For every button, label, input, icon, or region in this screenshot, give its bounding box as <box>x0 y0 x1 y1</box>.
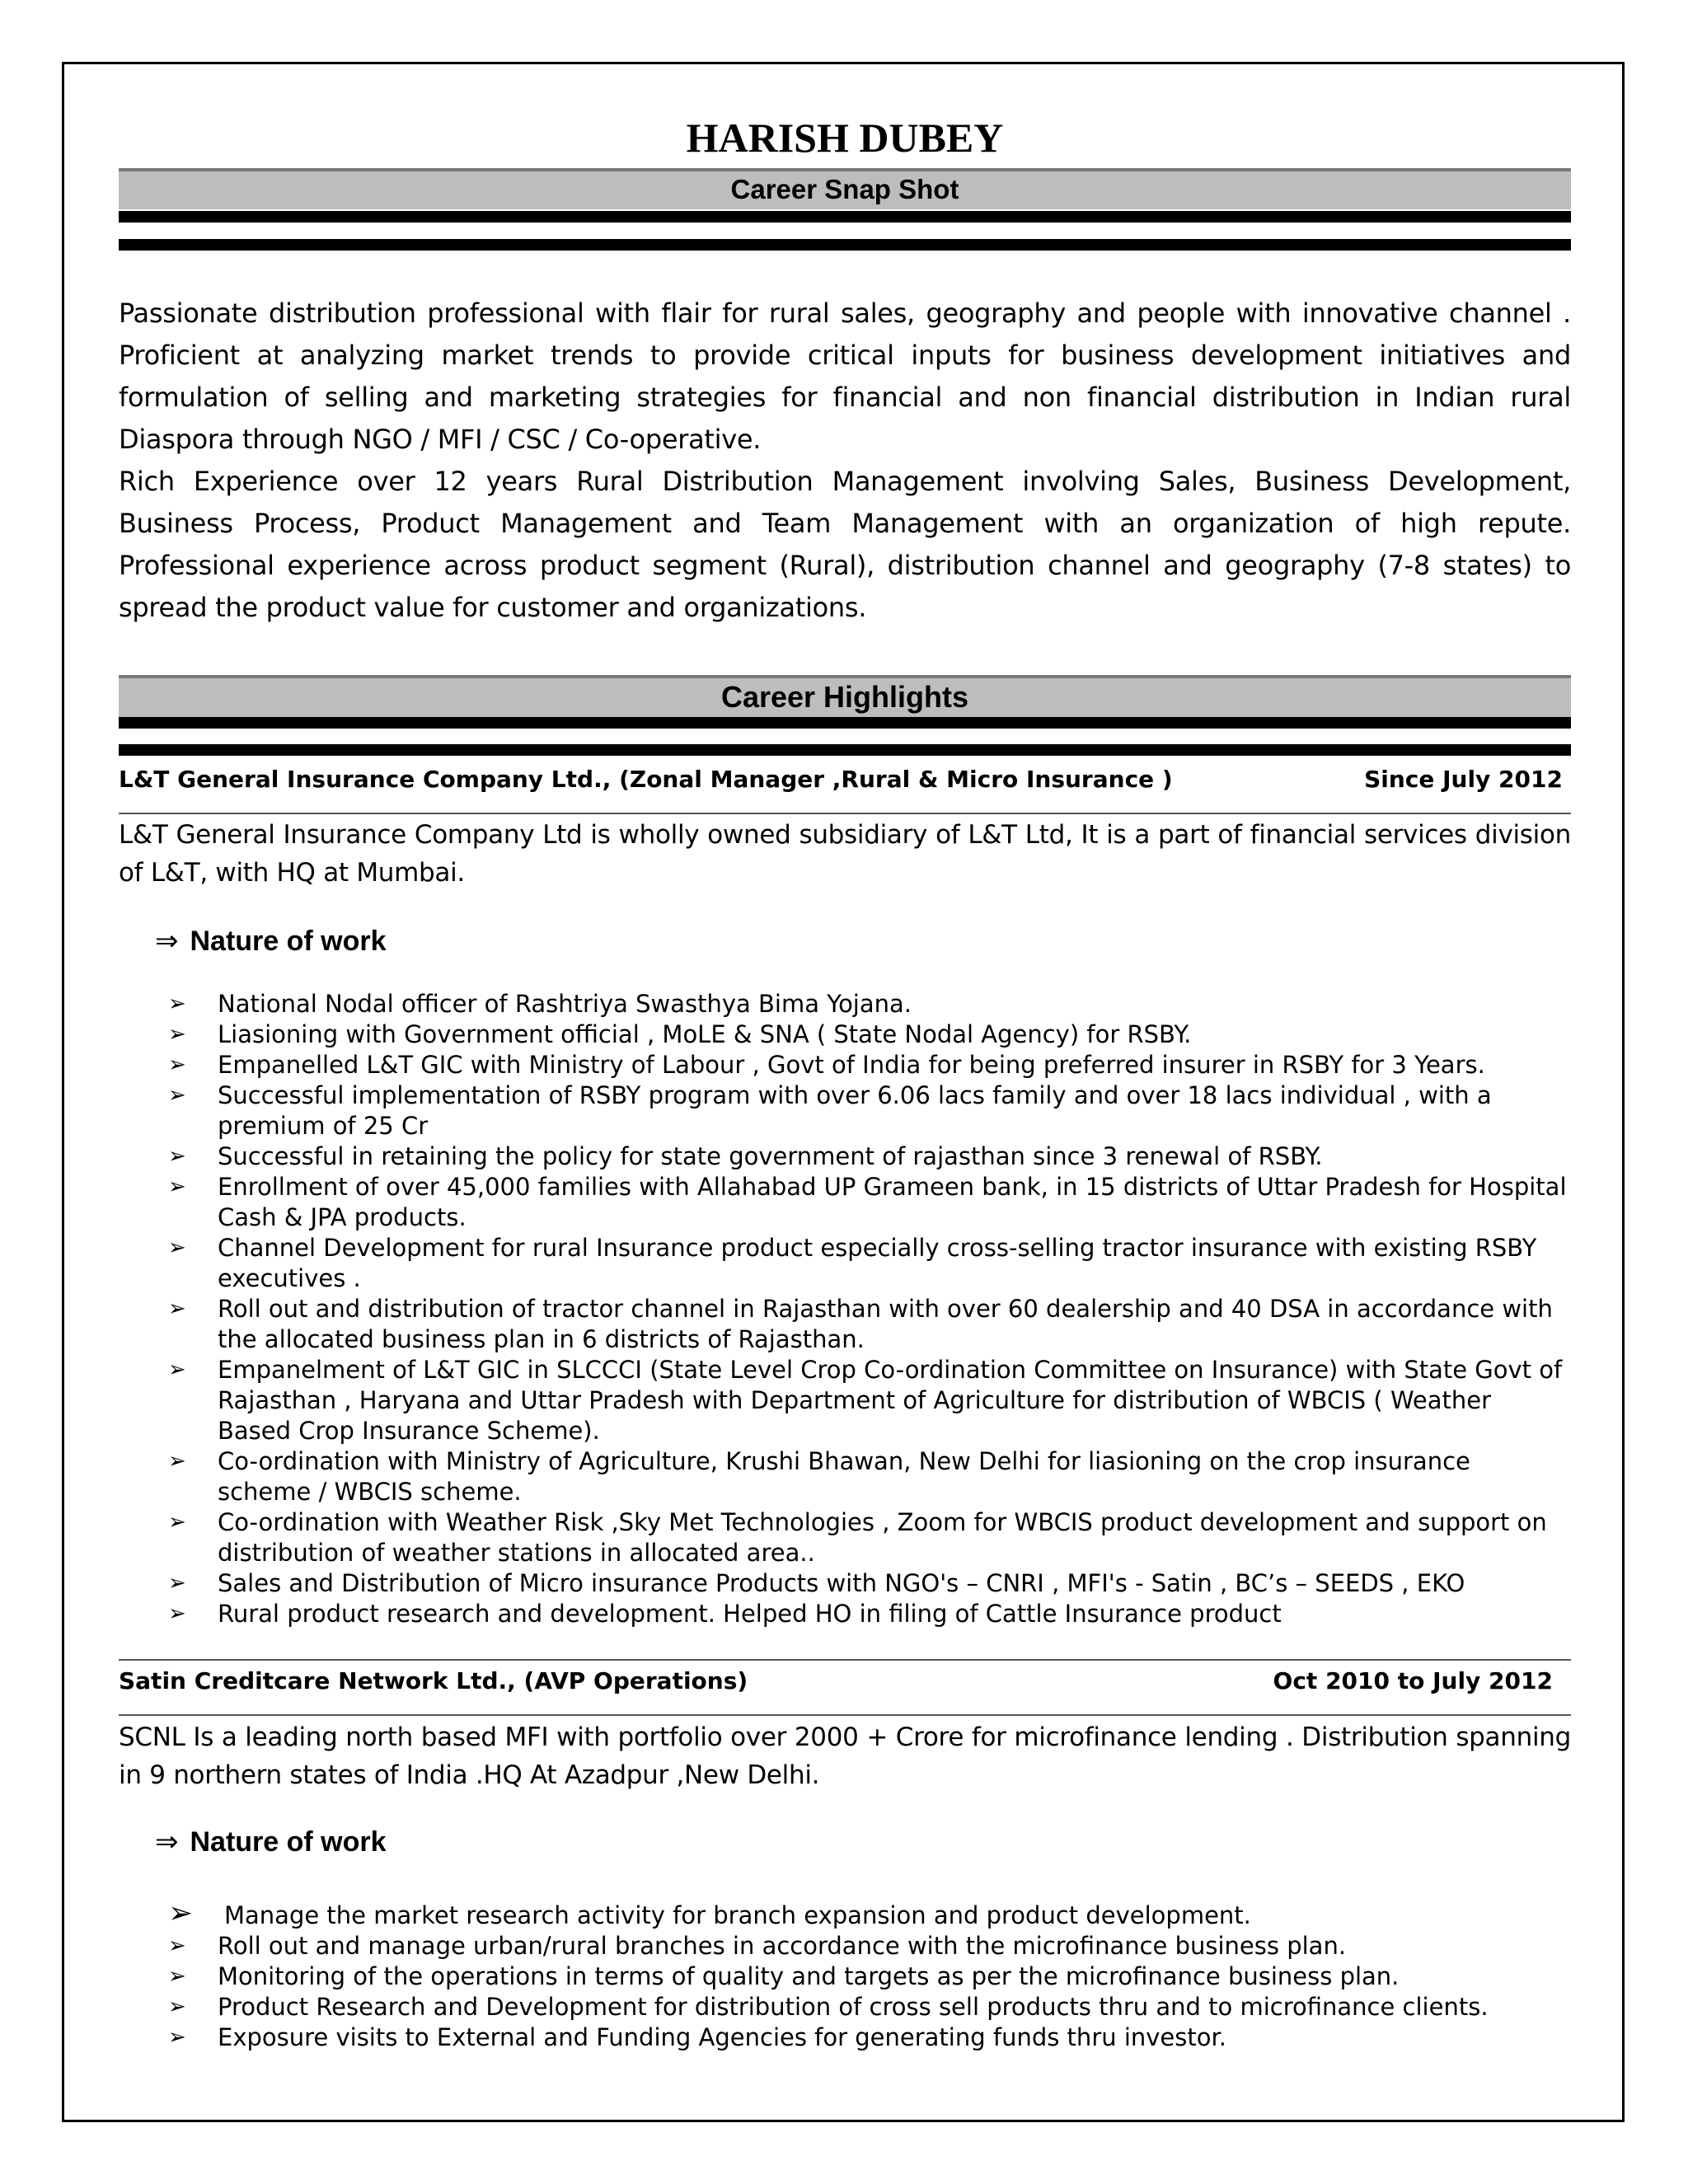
arrowhead-bullet-icon: ➢ <box>168 1083 186 1108</box>
list-item-text: Rural product research and development. Helped HO in filing of Cattle Insurance product <box>218 1600 1282 1628</box>
list-item-text: Manage the market research activity for branch expansion and product development. <box>224 1901 1251 1929</box>
section-heading-snapshot: Career Snap Shot <box>119 168 1571 209</box>
list-item-text: Empanelment of L&T GIC in SLCCCI (State Level Crop Co-ordination Committee on Insurance) with State Govt of Rajasthan , Haryana and Uttar Pradesh with Department of Agriculture for distribution of WBCIS ( Weather Based Crop Insurance Scheme). <box>218 1356 1563 1445</box>
arrowhead-bullet-icon: ➢ <box>168 1022 186 1047</box>
list-item-text: Co-ordination with Weather Risk ,Sky Met Technologies , Zoom for WBCIS product development and support on distribution of weather stations in allocated area.. <box>218 1508 1547 1567</box>
arrowhead-bullet-icon: ➢ <box>168 1449 186 1474</box>
arrowhead-bullet-icon: ➢ <box>168 2025 186 2050</box>
list-item <box>119 1050 1571 1080</box>
job-title: Satin Creditcare Network Ltd., (AVP Operations) <box>119 1667 748 1694</box>
arrowhead-bullet-icon: ➢ <box>168 1052 186 1077</box>
list-item <box>119 1141 1571 1172</box>
job-bullet-list <box>119 989 1571 1629</box>
arrowhead-bullet-icon: ➢ <box>168 1896 194 1930</box>
list-item <box>119 1992 1571 2022</box>
arrowhead-bullet-icon: ➢ <box>168 1296 186 1321</box>
arrowhead-bullet-icon: ➢ <box>168 1571 186 1596</box>
nature-of-work-heading <box>155 1825 387 1858</box>
candidate-name: HARISH DUBEY <box>686 115 1004 161</box>
arrowhead-bullet-icon: ➢ <box>168 1357 186 1382</box>
job-date: Oct 2010 to July 2012 <box>1273 1667 1553 1694</box>
divider-bar <box>119 744 1571 756</box>
summary-paragraph: Passionate distribution professional with flair for rural sales, geography and people with innovative channel . Proficient at analyzing market trends to provide critical inputs for business development initiatives and formulation of selling and marketing strategies for financial and non financial distribution in Indian rural Diaspora through NGO / MFI / CSC / Co-operative. <box>119 298 1571 455</box>
list-item-text: National Nodal officer of Rashtriya Swasthya Bima Yojana. <box>218 990 912 1018</box>
nature-label: Nature of work <box>190 1826 387 1858</box>
list-item <box>119 1172 1571 1233</box>
double-arrow-icon: ⇒ <box>155 1825 179 1858</box>
list-item <box>119 1080 1571 1141</box>
arrowhead-bullet-icon: ➢ <box>168 1235 186 1260</box>
job-header <box>119 762 1571 798</box>
arrowhead-bullet-icon: ➢ <box>168 1933 186 1958</box>
list-item-text: Sales and Distribution of Micro insurance Products with NGO's – CNRI , MFI's - Satin , BC’s – SEEDS , EKO <box>218 1569 1465 1597</box>
arrowhead-bullet-icon: ➢ <box>168 1601 186 1626</box>
job-rule <box>119 1659 1571 1661</box>
list-item <box>119 1355 1571 1446</box>
job-rule <box>119 1714 1571 1716</box>
list-item-text: Successful in retaining the policy for state government of rajasthan since 3 renewal of RSBY. <box>218 1142 1323 1170</box>
list-item <box>119 1961 1571 1992</box>
job-title: L&T General Insurance Company Ltd., (Zonal Manager ,Rural & Micro Insurance ) <box>119 766 1173 793</box>
list-item <box>119 1233 1571 1294</box>
job-bullet-list <box>119 1896 1571 2053</box>
list-item-text: Successful implementation of RSBY program with over 6.06 lacs family and over 18 lacs individual , with a premium of 25 Cr <box>218 1081 1492 1140</box>
section-heading-highlights: Career Highlights <box>119 675 1571 718</box>
arrowhead-bullet-icon: ➢ <box>168 1994 186 2019</box>
list-item-text: Monitoring of the operations in terms of quality and targets as per the microfinance business plan. <box>218 1962 1400 1990</box>
list-item <box>119 1896 1571 1931</box>
list-item-text: Enrollment of over 45,000 families with Allahabad UP Grameen bank, in 15 districts of Uttar Pradesh for Hospital Cash & JPA products. <box>218 1173 1567 1231</box>
list-item-text: Exposure visits to External and Funding Agencies for generating funds thru investor. <box>218 2023 1226 2051</box>
list-item <box>119 2022 1571 2053</box>
divider-bar <box>119 211 1571 223</box>
list-item-text: Liasioning with Government official , MoLE & SNA ( State Nodal Agency) for RSBY. <box>218 1020 1192 1048</box>
list-item-text: Empanelled L&T GIC with Ministry of Labour , Govt of India for being preferred insurer in RSBY for 3 Years. <box>218 1051 1485 1079</box>
list-item-text: Channel Development for rural Insurance product especially cross-selling tractor insurance with existing RSBY executives . <box>218 1234 1537 1292</box>
list-item <box>119 1507 1571 1568</box>
career-summary <box>119 293 1571 629</box>
nature-label: Nature of work <box>190 926 387 957</box>
list-item <box>119 989 1571 1019</box>
list-item <box>119 1931 1571 1961</box>
job-header <box>119 1663 1571 1699</box>
arrowhead-bullet-icon: ➢ <box>168 1174 186 1199</box>
double-arrow-icon: ⇒ <box>155 925 179 958</box>
job-description: L&T General Insurance Company Ltd is wholly owned subsidiary of L&T Ltd, It is a part of financial services division of L&T, with HQ at Mumbai. <box>119 820 1571 888</box>
list-item <box>119 1568 1571 1599</box>
summary-paragraph: Rich Experience over 12 years Rural Distribution Management involving Sales, Business Development, Business Process, Product Management and Team Management with an organization of high repute. Professional experience across product segment (Rural), distribution channel and geography (7-8 states) to spread the product value for customer and organizations. <box>119 466 1571 623</box>
list-item <box>119 1599 1571 1629</box>
list-item <box>119 1019 1571 1050</box>
arrowhead-bullet-icon: ➢ <box>168 1964 186 1989</box>
list-item-text: Roll out and manage urban/rural branches in accordance with the microfinance business plan. <box>218 1932 1347 1960</box>
list-item <box>119 1446 1571 1507</box>
arrowhead-bullet-icon: ➢ <box>168 991 186 1016</box>
list-item-text: Product Research and Development for distribution of cross sell products thru and to microfinance clients. <box>218 1993 1489 2021</box>
job-rule <box>119 813 1571 814</box>
divider-bar <box>119 717 1571 729</box>
list-item <box>119 1294 1571 1355</box>
list-item-text: Co-ordination with Ministry of Agriculture, Krushi Bhawan, New Delhi for liasioning on the crop insurance scheme / WBCIS scheme. <box>218 1447 1470 1506</box>
job-date: Since July 2012 <box>1364 766 1563 793</box>
arrowhead-bullet-icon: ➢ <box>168 1510 186 1535</box>
job-description: SCNL Is a leading north based MFI with portfolio over 2000 + Crore for microfinance lending . Distribution spanning in 9 northern states of India .HQ At Azadpur ,New Delhi. <box>119 1722 1571 1790</box>
nature-of-work-heading <box>155 925 387 958</box>
divider-bar <box>119 239 1571 251</box>
arrowhead-bullet-icon: ➢ <box>168 1144 186 1169</box>
list-item-text: Roll out and distribution of tractor channel in Rajasthan with over 60 dealership and 40 DSA in accordance with the allocated business plan in 6 districts of Rajasthan. <box>218 1295 1553 1353</box>
